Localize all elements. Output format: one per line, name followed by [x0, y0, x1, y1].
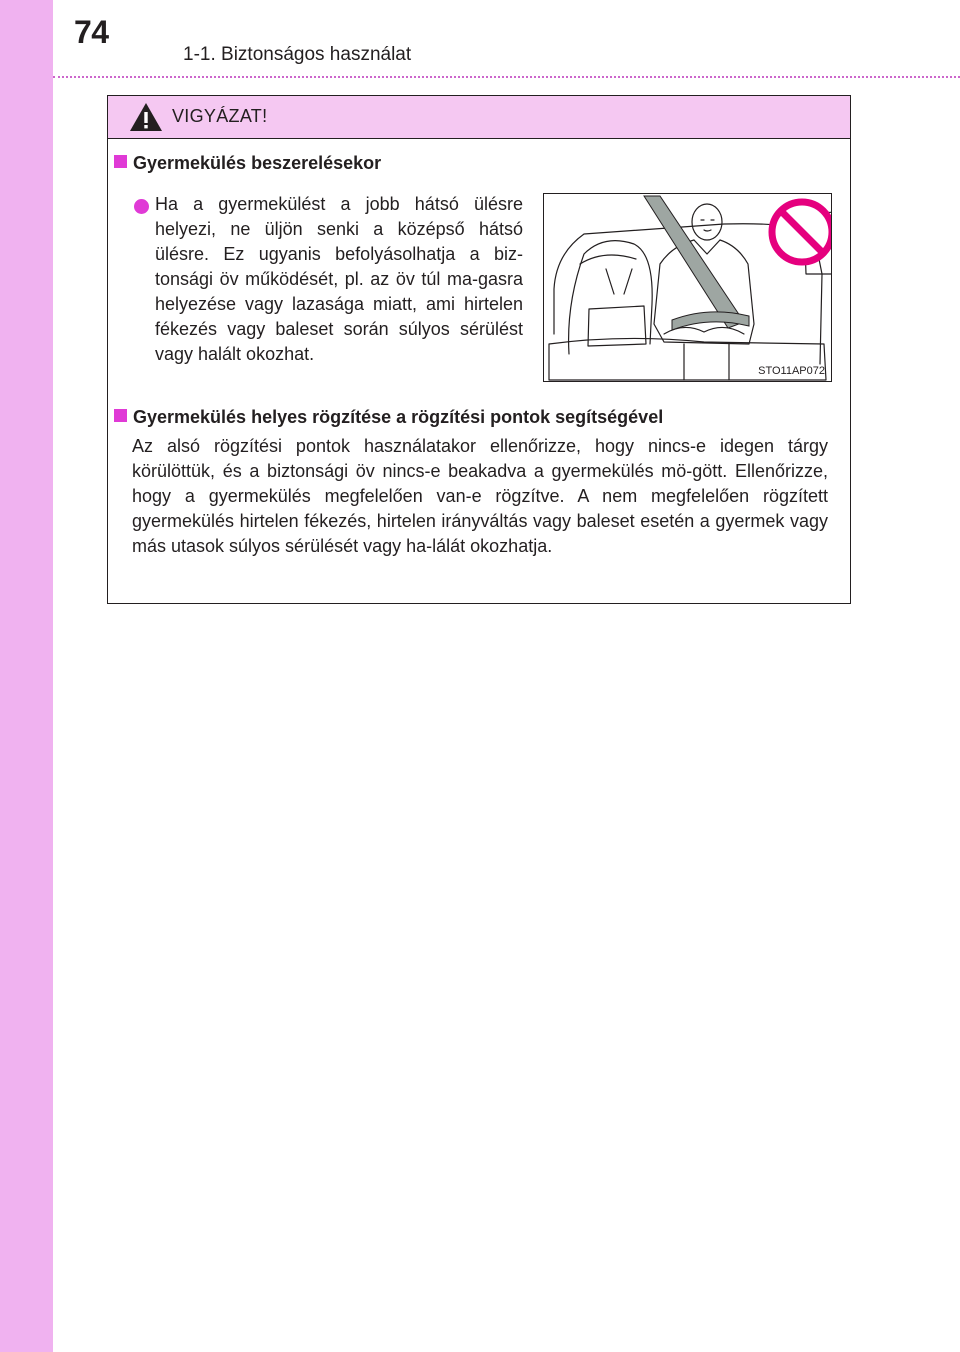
section-heading-anchorage: [114, 407, 663, 428]
side-strip: [0, 0, 53, 1352]
section-heading-installation: [114, 153, 381, 174]
illustration-figure: [543, 193, 832, 382]
section-heading-installation-text: Gyermekülés beszerelésekor: [133, 153, 382, 173]
square-bullet-icon: [114, 409, 127, 422]
warning-label: VIGYÁZAT!: [172, 106, 268, 126]
figure-code: STO11AP072: [758, 365, 825, 377]
warning-box: [107, 95, 851, 604]
bullet-paragraph: Ha a gyermekülést a jobb hátsó ülésre helyezi, ne üljön senki a középső hátsó ülésre. Ez ugyanis befolyásolhatja a biz-tonsági öv működését, pl. az öv túl ma-gasra helyezése vagy lazasága miatt, ami hirtelen fékezés vagy baleset során súlyos sérülést vagy halált okozhat.: [155, 194, 523, 364]
seat-illustration: [544, 194, 831, 381]
header-rule: [53, 76, 960, 78]
circle-bullet-icon: [134, 199, 149, 214]
section-title: 1-1. Biztonságos használat: [183, 44, 412, 65]
square-bullet-icon: [114, 155, 127, 168]
anchorage-paragraph: Az alsó rögzítési pontok használatakor ellenőrizze, hogy nincs-e idegen tárgy körülöttük, és a biztonsági öv nincs-e beakadva a gyermekülés mö-gött. Ellenőrizze, hogy a gyermekülés megfelelően van-e rögzítve. A nem megfelelően rögzített gyermekülés hirtelen fékezés, hirtelen irányváltás vagy baleset esetén a gyermek vagy más utasok súlyos sérülését vagy ha-lálát okozhatja.: [132, 436, 828, 556]
warning-triangle-icon: [129, 102, 163, 132]
page-number: 74: [74, 14, 109, 50]
prohibition-icon: [772, 202, 831, 262]
section-heading-anchorage-text: Gyermekülés helyes rögzítése a rögzítési pontok segítségével: [133, 407, 664, 427]
warning-header: [108, 96, 850, 139]
